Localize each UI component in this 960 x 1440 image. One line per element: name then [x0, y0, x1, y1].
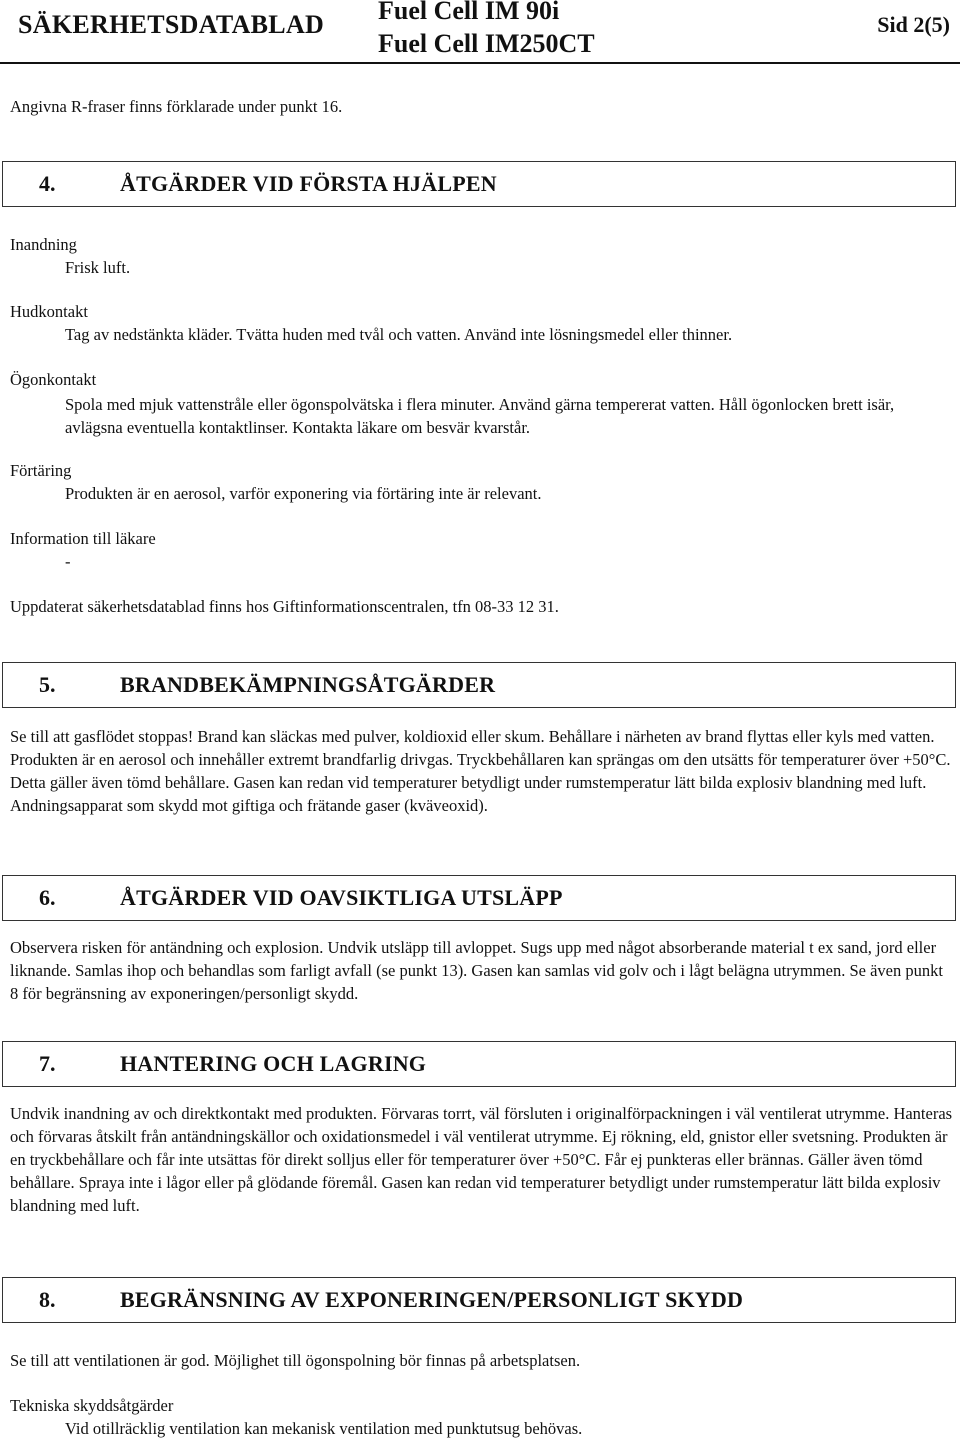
section-5-heading — [2, 662, 956, 708]
updated-info: Uppdaterat säkerhetsdatablad finns hos Giftinformationscentralen, tfn 08-33 12 31. — [10, 597, 559, 616]
section-number: 5. — [39, 672, 56, 697]
intro-text: Angivna R-fraser finns förklarade under punkt 16. — [10, 97, 343, 116]
section-7-text: Undvik inandning av och direktkontakt med produkten. Förvaras torrt, väl försluten i originalförpackningen i väl ventilerat utrymme. Hanteras och förvaras åtskilt från antändningskällor och oxidationsmedel i väl ventilerat utrymme. Ej rökning, eld, gnistor eller svetsning. Produkten är en tryckbehållare och får inte utsättas för direkt solljus eller för temperaturer över +50°C. Får ej punkteras eller brännas. Gäller även tömd behållare. Spraya inte i lågor eller på glödande föremål. Gasen kan redan vid temperaturer betydligt under rumstemperatur lätt bilda explosiv blandning med luft. — [10, 1104, 953, 1215]
section-title: ÅTGÄRDER VID OAVSIKTLIGA UTSLÄPP — [120, 885, 563, 910]
section-4-heading — [2, 161, 956, 207]
section-5-text: Se till att gasflödet stoppas! Brand kan släckas med pulver, koldioxid eller skum. Behållare i närheten av brand flyttas eller kyls med vatten. Produkten är en aerosol och innehåller extremt brandfarlig drivgas. Tryckbehållaren kan sprängas om den utsätts för temperaturer över +50°C. Detta gäller även tömd behållare. Gasen kan redan vid temperaturer betydligt under rumstemperatur lätt bilda explosiv blandning med luft. Andningsapparat som skydd mot giftiga och frätande gaser (kväveoxid). — [10, 727, 951, 815]
section-8-heading — [2, 1277, 956, 1323]
ogonkontakt-text: Spola med mjuk vattenstråle eller ögonspolvätska i flera minuter. Använd gärna tempererat vatten. Håll ögonlocken brett isär, avlägsna eventuella kontaktlinser. Kontakta läkare om besvär kvarstår. — [65, 395, 895, 437]
section-8-text: Se till att ventilationen är god. Möjlighet till ögonspolning bör finnas på arbetsplatsen. — [10, 1351, 581, 1370]
fortaring-text: Produkten är en aerosol, varför exponering via förtäring inte är relevant. — [65, 484, 542, 503]
product-name-2: Fuel Cell IM250CT — [378, 29, 595, 58]
section-title: BEGRÄNSNING AV EXPONERINGEN/PERSONLIGT SKYDD — [120, 1287, 744, 1312]
document-type: SÄKERHETSDATABLAD — [18, 10, 325, 39]
section-number: 4. — [39, 171, 56, 196]
section-6-text: Observera risken för antändning och explosion. Undvik utsläpp till avloppet. Sugs upp med något absorberande material t ex sand, jord eller liknande. Samlas ihop och behandlas som farligt avfall (se punkt 13). Gasen kan samlas vid golv och i lågt belägna utrymmen. Se även punkt 8 för begränsning av exponeringen/personligt skydd. — [10, 938, 943, 1003]
section-number: 6. — [39, 885, 56, 910]
section-number: 8. — [39, 1287, 56, 1312]
inandning-text: Frisk luft. — [65, 258, 131, 277]
info-lakare-label: Information till läkare — [10, 529, 156, 548]
section-title: BRANDBEKÄMPNINGSÅTGÄRDER — [120, 672, 496, 697]
product-names — [378, 0, 595, 60]
tekniska-label: Tekniska skyddsåtgärder — [10, 1396, 174, 1415]
ogonkontakt-label: Ögonkontakt — [10, 370, 97, 389]
inandning-label: Inandning — [10, 235, 77, 254]
header-divider — [0, 62, 960, 64]
page-number: Sid 2(5) — [877, 12, 950, 37]
info-lakare-text: - — [65, 552, 71, 571]
fortaring-label: Förtäring — [10, 461, 72, 480]
product-name-1: Fuel Cell IM 90i — [378, 0, 560, 25]
section-number: 7. — [39, 1051, 56, 1076]
tekniska-text: Vid otillräcklig ventilation kan mekanisk ventilation med punktutsug behövas. — [65, 1419, 583, 1438]
hudkontakt-label: Hudkontakt — [10, 302, 88, 321]
section-6-heading — [2, 875, 956, 921]
section-title: HANTERING OCH LAGRING — [120, 1051, 427, 1076]
hudkontakt-text: Tag av nedstänkta kläder. Tvätta huden med tvål och vatten. Använd inte lösningsmedel eller thinner. — [65, 325, 733, 344]
section-title: ÅTGÄRDER VID FÖRSTA HJÄLPEN — [120, 171, 497, 196]
section-7-heading — [2, 1041, 956, 1087]
